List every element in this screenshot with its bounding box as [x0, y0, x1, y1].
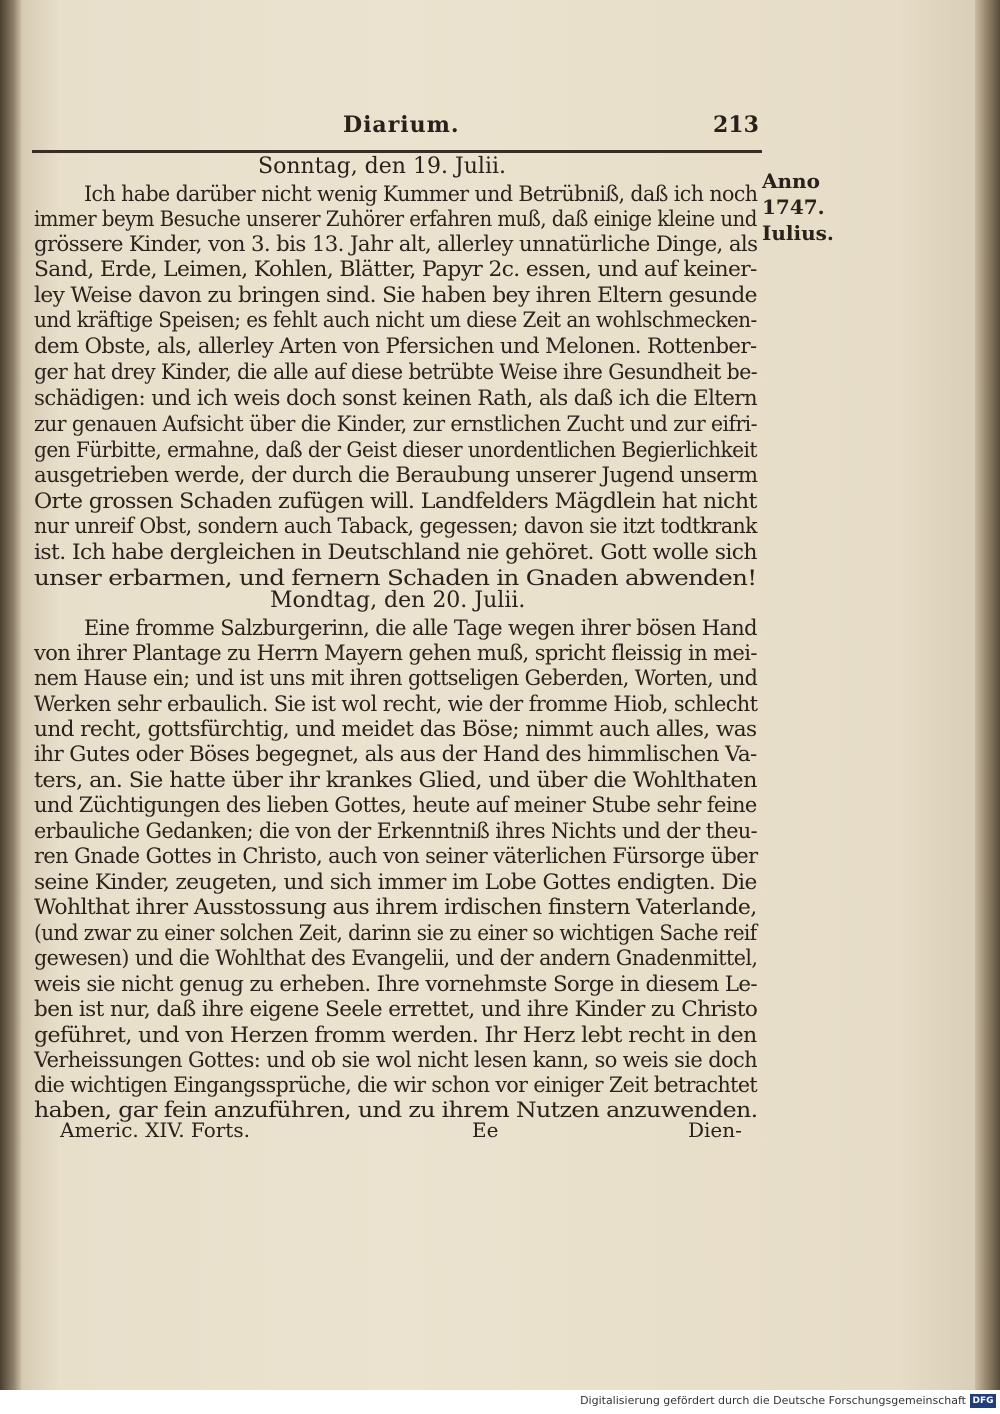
text-line: Orte grossen Schaden zufügen will. Landfelders Mägdlein hat nicht [34, 489, 757, 514]
text-line: gewesen) und die Wohlthat des Evangelii, und der andern Gnadenmittel, [34, 946, 758, 971]
text-line: dem Obste, als, allerley Arten von Pfersichen und Melonen. Rottenber- [34, 334, 757, 359]
text-line: die wichtigen Eingangssprüche, die wir schon vor einiger Zeit betrachtet [34, 1073, 758, 1098]
text-line: nur unreif Obst, sondern auch Taback, gegessen; davon sie itzt todtkrank [34, 514, 757, 539]
signature-mark: Ee [472, 1118, 499, 1142]
text-line: und kräftige Speisen; es fehlt auch nicht um diese Zeit an wohlschmecken- [34, 308, 757, 333]
credit-bar [0, 1390, 1000, 1414]
text-line: ausgetrieben werde, der durch die Beraubung unserer Jugend unserm [34, 463, 758, 488]
text-line: ren Gnade Gottes in Christo, auch von seiner väterlichen Fürsorge über [34, 844, 758, 869]
text-line: ters, an. Sie hatte über ihr krankes Glied, und über die Wohlthaten [34, 768, 757, 793]
text-line: unser erbarmen, und fernern Schaden in Gnaden abwenden! [34, 566, 757, 591]
text-line: schädigen: und ich weis doch sonst keinen Rath, als daß ich die Eltern [34, 386, 758, 411]
dfg-logo-icon: DFG [970, 1394, 996, 1408]
running-title: Diarium. [343, 112, 460, 138]
text-line: zur genauen Aufsicht über die Kinder, zur ernstlichen Zucht und zur eifri- [34, 412, 757, 437]
signature-line: Americ. XIV. Forts. [60, 1118, 250, 1142]
catchword: Dien- [688, 1118, 742, 1142]
header-rule [32, 150, 762, 153]
text-line: Wohlthat ihrer Ausstossung aus ihrem irdischen finstern Vaterlande, [34, 895, 757, 920]
margin-note-month: Iulius. [762, 221, 834, 245]
text-line: Sand, Erde, Leimen, Kohlen, Blätter, Papyr 2c. essen, und auf keiner- [34, 257, 757, 282]
text-line: grössere Kinder, von 3. bis 13. Jahr alt, allerley unnatürliche Dinge, als [34, 232, 758, 257]
text-line: ger hat drey Kinder, die alle auf diese betrübte Weise ihre Gesundheit be- [34, 360, 758, 385]
text-line: Ich habe darüber nicht wenig Kummer und Betrübniß, daß ich noch [84, 182, 758, 207]
text-line: und Züchtigungen des lieben Gottes, heute auf meiner Stube sehr feine [34, 793, 757, 818]
text-line: seine Kinder, zeugeten, und sich immer im Lobe Gottes endigten. Die [34, 870, 757, 895]
text-line: Werken sehr erbaulich. Sie ist wol recht, wie der fromme Hiob, schlecht [34, 692, 758, 717]
text-line: ben ist nur, daß ihre eigene Seele errettet, und ihre Kinder zu Christo [34, 997, 758, 1022]
text-line: haben, gar fein anzuführen, und zu ihrem Nutzen anzuwenden. [34, 1098, 758, 1123]
text-line: weis sie nicht genug zu erheben. Ihre vornehmste Sorge in diesem Le- [34, 972, 757, 997]
text-line: Verheissungen Gottes: und ob sie wol nicht lesen kann, so weis sie doch [34, 1048, 757, 1073]
text-line: von ihrer Plantage zu Herrn Mayern gehen muß, spricht fleissig in mei- [34, 641, 757, 666]
book-gutter [0, 0, 22, 1390]
text-line: ihr Gutes oder Böses begegnet, als aus der Hand des himmlischen Va- [34, 742, 757, 767]
text-line: (und zwar zu einer solchen Zeit, darinn sie zu einer so wichtigen Sache reif [34, 921, 757, 946]
text-line: ley Weise davon zu bringen sind. Sie haben bey ihren Eltern gesunde [34, 283, 757, 308]
text-line: erbauliche Gedanken; die von der Erkenntniß ihres Nichts und der theu- [34, 819, 758, 844]
margin-note-year: 1747. [762, 195, 825, 219]
text-line: und recht, gottsfürchtig, und meidet das Böse; nimmt auch alles, was [34, 717, 757, 742]
text-line: nem Hause ein; und ist uns mit ihren gottseligen Geberden, Worten, und [34, 666, 758, 691]
text-line: immer beym Besuche unserer Zuhörer erfahren muß, daß einige kleine und [34, 207, 757, 232]
page-edge [975, 0, 1000, 1390]
date-heading-sunday: Sonntag, den 19. Julii. [258, 154, 507, 179]
text-line: geführet, und von Herzen fromm werden. Ihr Herz lebt recht in den [34, 1023, 757, 1048]
text-line: ist. Ich habe dergleichen in Deutschland nie gehöret. Gott wolle sich [34, 540, 757, 565]
text-line: Eine fromme Salzburgerinn, die alle Tage wegen ihrer bösen Hand [84, 616, 757, 641]
page-number: 213 [713, 112, 759, 138]
margin-note-anno: Anno [762, 169, 820, 193]
date-heading-monday: Mondtag, den 20. Julii. [270, 588, 526, 613]
text-line: gen Fürbitte, ermahne, daß der Geist dieser unordentlichen Begierlichkeit [34, 438, 757, 463]
credit-text: Digitalisierung gefördert durch die Deutsche Forschungsgemeinschaft [580, 1394, 966, 1407]
